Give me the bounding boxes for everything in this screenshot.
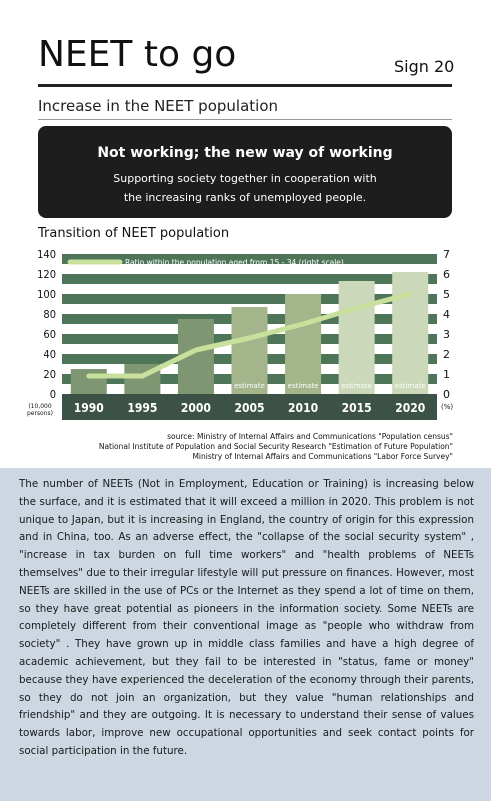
left-axis-tick: 120 [37,268,56,281]
left-axis-unit: (10,000 [28,403,52,410]
body-text: The number of NEETs (Not in Employment, Education or Training) is increasing below the surface, and it is estimated that it will exceed a million in 2020. This problem is not unique to Japan, but it is increasing in England, the country of origin for this expression and in China, too. As an adverse effect, the "collapse of the social security system" , "increase in tax burden on full time workers" and "health problems of NEETs themselves" due to their irregular lifestyle will put pressure on finances. However, most NEETs are skilled in the use of PCs or the Internet as they spend a lot of time on them, so they have great potential as pioneers in the information society. Some NEETs are completely different from their conventional image as "people who withdraw from society" . They have grown up in middle class families and have a high degree of academic achievement, but they fail to be interested in "status, fame or money" because they have experienced the deceleration of the economy through their parents, so they do not join an organization, but they value "human relationships and friendship" and they are outgoing. It is necessary to understand their sense of values towards labor, improve new occupational opportunities and seek contact points for social participation in the future. [19,478,474,757]
x-tick-label: 2015 [341,401,372,415]
right-axis-unit: (%) [441,403,454,411]
summary-banner [38,126,452,218]
source-line-2: National Institute of Population and Social Security Research "Estimation of Future Population" [98,442,453,451]
right-axis-tick: 3 [443,328,450,341]
left-axis-tick: 140 [37,248,56,261]
subtitle-divider [38,119,452,120]
x-tick-label: 2005 [234,401,265,415]
right-axis-tick: 7 [443,248,450,261]
left-axis-tick: 0 [49,388,56,401]
right-axis-tick: 5 [443,288,450,301]
right-axis-tick: 4 [443,308,450,321]
page-title: NEET to go [38,34,237,75]
x-tick-label: 1995 [127,401,158,415]
banner-heading: Not working; the new way of working [97,145,393,161]
left-axis-tick: 60 [43,328,56,341]
legend-label: Ratio within the population aged from 15 - 34 (right scale) [125,258,344,267]
left-axis-tick: 40 [43,348,56,361]
right-axis-tick: 0 [443,388,450,401]
sign-number: Sign 20 [394,57,455,76]
right-axis-tick: 1 [443,368,450,381]
banner-text [38,169,452,207]
left-axis-tick: 100 [37,288,56,301]
estimate-label: estimate [341,382,373,390]
x-tick-label: 1990 [73,401,104,415]
bar-2010 [285,294,321,394]
source-line-3: Ministry of Internal Affairs and Communications "Labor Force Survey" [192,452,453,461]
bar-2015 [339,281,375,394]
chart-title: Transition of NEET population [38,226,230,241]
left-axis-unit: persons) [26,410,54,417]
bar-2020 [392,272,428,394]
title-divider [38,84,452,87]
neet-population-chart [0,244,491,430]
grid-band [62,274,437,284]
x-tick-label: 2020 [395,401,426,415]
x-tick-label: 2000 [180,401,211,415]
estimate-label: estimate [234,382,265,390]
banner-line-1: Supporting society together in cooperation with [113,172,377,185]
estimate-label: estimate [287,382,319,390]
right-axis-tick: 6 [443,268,450,281]
source-line-1: source: Ministry of Internal Affairs and Communications "Population census" [167,432,453,441]
banner-line-2: the increasing ranks of unemployed people. [123,191,367,204]
right-axis-tick: 2 [443,348,450,361]
left-axis-tick: 20 [43,368,56,381]
bar-1990 [71,369,107,394]
left-axis-tick: 80 [43,308,56,321]
section-subtitle: Increase in the NEET population [38,97,278,115]
estimate-label: estimate [394,382,426,390]
x-tick-label: 2010 [288,401,319,415]
bar-2005 [232,307,268,394]
